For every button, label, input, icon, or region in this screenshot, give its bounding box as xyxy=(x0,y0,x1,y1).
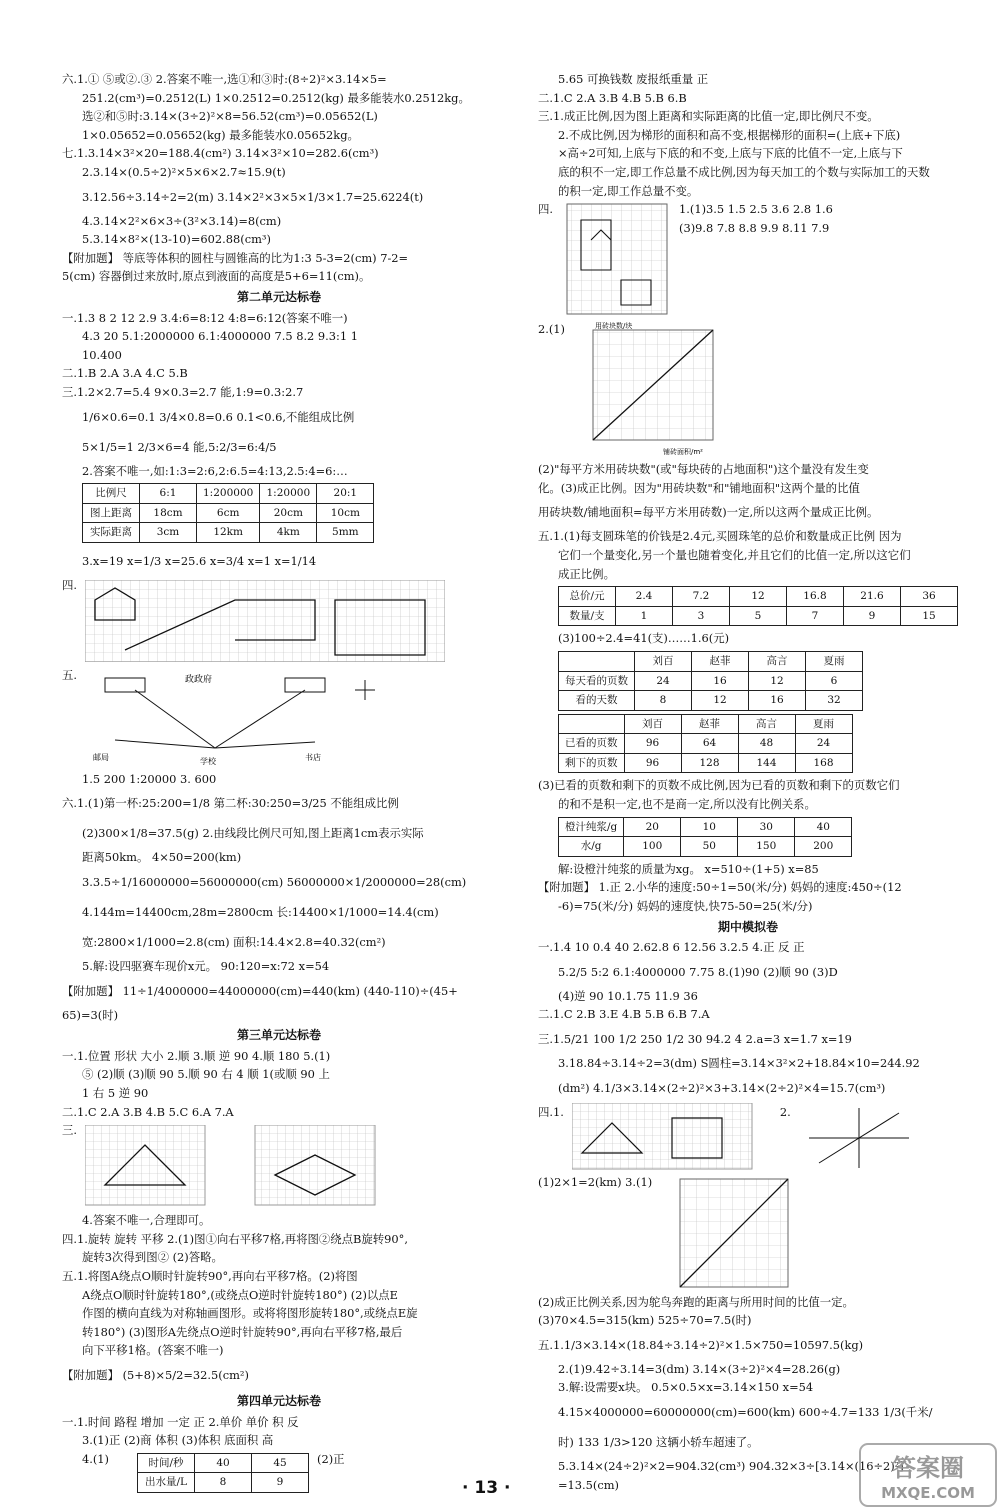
answer-line: 5.65 可换钱数 废报纸重量 正 xyxy=(558,72,709,86)
answer-line: 三.1.2×2.7=5.4 9×0.3=2.7 能,1:9=0.3:2.7 xyxy=(62,384,304,399)
table-cell: 12 xyxy=(749,671,806,691)
table-cell: 36 xyxy=(901,587,958,607)
table-cell: 4km xyxy=(260,523,317,543)
answer-line: ×高÷2可知,上底与下底的和不变,上底与下底的比值不一定,上底与下 xyxy=(558,146,903,161)
line-graph xyxy=(573,320,723,460)
table-cell: 6cm xyxy=(197,503,260,523)
answer-line: 向下平移1格。(答案不唯一) xyxy=(82,1343,224,1358)
answer-line: 3.3.5÷1/16000000=56000000(cm) 56000000×1/2000000=28(cm) xyxy=(82,875,467,890)
answer-line: -6)=75(米/分) 妈妈的速度快,快75-50=25(米/分) xyxy=(558,899,813,914)
answer-line: 1 右 5 逆 90 xyxy=(82,1086,149,1101)
table-cell: 64 xyxy=(681,734,738,754)
table-cell: 1:200000 xyxy=(197,484,260,504)
table-cell: 10 xyxy=(681,817,738,837)
answer-line: (2)300×1/8=37.5(g) 2.由线段比例尺可知,图上距离1cm表示实际 xyxy=(82,826,424,841)
answer-line: 3.18.84÷3.14÷2=3(dm) S圆柱=3.14×3²×2+18.84×10=244.92 xyxy=(558,1056,920,1070)
map-label: 政政府 xyxy=(185,674,213,685)
table-cell: 水/g xyxy=(559,837,624,857)
table-cell: 8 xyxy=(195,1473,252,1493)
watermark-text: 答案圈 xyxy=(892,1454,964,1482)
answer-line: 用砖块数/铺地面积=每平方米用砖数)一定,所以这两个量成正比例。 xyxy=(538,505,879,520)
table-cell: 96 xyxy=(624,734,681,754)
figure-row xyxy=(538,1103,958,1173)
answer-line: 3.x=19 x=1/3 x=25.6 x=3/4 x=1 x=1/14 xyxy=(82,553,317,568)
table-cell: 看的天数 xyxy=(559,691,635,711)
answer-line: (3)70×4.5=315(km) 525÷70=7.5(时) xyxy=(538,1313,752,1328)
answer-line: (dm²) 4.1/3×3.14×(2÷2)²×3+3.14×(2÷2)²×4=15.7(cm³) xyxy=(558,1080,886,1095)
table-cell: 剩下的页数 xyxy=(559,753,625,773)
answer-line: 4.3 20 5.1:2000000 6.1:4000000 7.5 8.2 9.3:1 1 xyxy=(82,329,358,344)
answer-line: 底的积不一定,即工作总量不成比例,因为每天加工的个数与实际加工的天数 xyxy=(558,164,930,179)
answer-line: 二.1.C 2.A 3.B 4.B 5.C 6.A 7.A xyxy=(62,1104,234,1119)
answer-line: 5(cm) 容器倒过来放时,原点到液面的高度是5+6=11(cm)。 xyxy=(62,269,371,284)
table-cell: 16 xyxy=(749,691,806,711)
answer-line: 旋转3次得到图② (2)答略。 xyxy=(82,1250,223,1265)
answer-line: 1.(1)3.5 1.5 2.5 3.6 2.8 1.6 xyxy=(679,202,833,217)
table-cell: 刘百 xyxy=(624,714,681,734)
table-cell: 24 xyxy=(795,734,852,754)
table-cell: 96 xyxy=(624,753,681,773)
answer-line: =13.5(cm) xyxy=(558,1477,619,1492)
table-cell: 6 xyxy=(806,671,863,691)
table-cell: 32 xyxy=(806,691,863,711)
answer-line: 三.1.5/21 100 1/2 250 1/2 30 94.2 4 2.a=3 x=1.7 x=19 xyxy=(538,1032,852,1046)
answer-line: 七.1.3.14×3²×20=188.4(cm²) 3.14×3²×10=282.6(cm³) xyxy=(62,146,379,161)
answer-line: 四.1.旋转 旋转 平移 2.(1)图①向右平移7格,再将图②绕点B旋转90°, xyxy=(62,1231,408,1246)
answer-line: 它们一个量变化,另一个量也随着变化,并且它们的比值一定,所以这它们 xyxy=(558,547,911,562)
table-cell: 1:20000 xyxy=(260,484,317,504)
answer-line: (1)2×1=2(km) 3.(1) xyxy=(538,1174,653,1189)
figure-row xyxy=(62,1121,496,1211)
figure-row xyxy=(538,320,958,460)
answer-line: 2.3.14×(0.5÷2)²×5×6×2.7≈15.9(t) xyxy=(82,164,286,179)
table-cell: 128 xyxy=(681,753,738,773)
table-cell: 24 xyxy=(635,671,692,691)
table-cell: 20:1 xyxy=(317,484,374,504)
answer-line: 1/6×0.6=0.1 3/4×0.8=0.6 0.1<0.6,不能组成比例 xyxy=(82,409,355,424)
answer-line: 2.答案不唯一,如:1:3=2:6,2:6.5=4:13,2.5:4=6:… xyxy=(82,463,348,478)
section-title: 第二单元达标卷 xyxy=(236,289,321,304)
table-cell: 2.4 xyxy=(616,587,673,607)
price-table xyxy=(558,586,958,626)
answer-line: 3.12.56÷3.14÷2=2(m) 3.14×2²×3×5×1/3×1.7=25.6224(t) xyxy=(82,189,424,204)
table-cell: 总价/元 xyxy=(559,587,616,607)
answer-line: 【附加题】 1.正 2.小华的速度:50÷1=50(米/分) 妈妈的速度:450÷(12 xyxy=(538,880,902,895)
table-cell: 夏雨 xyxy=(795,714,852,734)
reading-table xyxy=(558,651,863,711)
section-title: 第四单元达标卷 xyxy=(236,1393,321,1408)
graph-xlabel: 铺砖面积/m² xyxy=(663,448,703,457)
table-cell: 12km xyxy=(197,523,260,543)
table-cell: 出水量/L xyxy=(138,1473,195,1493)
left-column xyxy=(62,70,496,1496)
answer-line: 1.5 200 1:20000 3. 600 xyxy=(82,771,217,786)
answer-line: 一.1.3 8 2 12 2.9 3.4:6=8:12 4:8=6:12(答案不唯一) xyxy=(62,310,348,325)
section-title: 第三单元达标卷 xyxy=(236,1028,321,1043)
answer-line: 四. xyxy=(62,577,78,592)
answer-line: 2.(1)9.42÷3.14=3(dm) 3.14×(3÷2)²×4=28.26(g) xyxy=(558,1361,841,1376)
table-cell: 30 xyxy=(738,817,795,837)
table-cell: 时间/秒 xyxy=(138,1453,195,1473)
table-cell: 48 xyxy=(738,734,795,754)
answer-line: 2. xyxy=(779,1104,791,1119)
answer-line: 5.解:设四驱赛车现价x元。 90:120=x:72 x=54 xyxy=(82,959,330,974)
table-cell: 50 xyxy=(681,837,738,857)
section-title: 期中模拟卷 xyxy=(717,919,778,934)
table-cell: 18cm xyxy=(140,503,197,523)
answer-line: 解:设橙汁纯浆的质量为xg。 x=510÷(1+5) x=85 xyxy=(558,861,819,876)
answer-line: 4.15×4000000=60000000(cm)=600(km) 600÷4.7=133 1/3(千米/ xyxy=(558,1404,933,1419)
answer-line: 选②和⑤时:3.14×(3÷2)²×8=56.52(cm³)=0.05652(L) xyxy=(82,109,378,124)
page-number: · 13 · xyxy=(462,1478,511,1498)
answer-line: 二.1.C 2.A 3.B 4.B 5.B 6.B xyxy=(538,90,687,105)
figure-row xyxy=(538,200,958,320)
table-cell: 夏雨 xyxy=(806,651,863,671)
answer-line: (2)成正比例关系,因为鸵鸟奔跑的距离与所用时间的比值一定。 xyxy=(538,1294,854,1309)
table-cell: 7 xyxy=(787,606,844,626)
juice-table xyxy=(558,817,852,857)
table-cell: 5 xyxy=(730,606,787,626)
table-cell: 40 xyxy=(795,817,852,837)
coordinate-grid xyxy=(561,200,671,320)
table-cell: 15 xyxy=(901,606,958,626)
answer-line: 【附加题】 11÷1/4000000=44000000(cm)=440(km) (440-110)÷(45+ xyxy=(62,983,458,998)
figure-row xyxy=(62,1450,496,1496)
table-cell: 1 xyxy=(616,606,673,626)
table-cell: 10cm xyxy=(317,503,374,523)
table-cell: 图上距离 xyxy=(83,503,140,523)
answer-line: 化。(3)成正比例。因为"用砖块数"和"铺地面积"这两个量的比值 xyxy=(538,480,860,495)
answer-line: 4.(1) xyxy=(82,1451,110,1466)
map-label: 书店 xyxy=(305,752,322,762)
table-cell: 200 xyxy=(795,837,852,857)
table-cell: 每天看的页数 xyxy=(559,671,635,691)
answer-line: 2.不成比例,因为梯形的面积和高不变,根据梯形的面积=(上底+下底) xyxy=(558,127,901,142)
answer-line: 时) 133 1/3>120 这辆小轿车超速了。 xyxy=(558,1434,759,1449)
answer-line: (2)正 xyxy=(317,1451,345,1466)
table-cell: 16 xyxy=(692,671,749,691)
flow-table xyxy=(137,1453,309,1493)
answer-line: (3)100÷2.4=41(支)……1.6(元) xyxy=(558,631,730,646)
table-cell xyxy=(559,714,625,734)
table-cell: 赵菲 xyxy=(692,651,749,671)
watermark-url: MXQE.COM xyxy=(881,1484,975,1502)
line-graph xyxy=(660,1173,800,1293)
answer-line: 成正比例。 xyxy=(558,566,615,581)
answer-line: 4.答案不唯一,合理即可。 xyxy=(82,1213,211,1228)
answer-line: 二.1.C 2.B 3.E 4.B 5.B 6.B 7.A xyxy=(538,1007,710,1022)
answer-line: ⑤ (2)顺 (3)顺 90 5.顺 90 右 4 顺 1(或顺 90 上 xyxy=(82,1067,330,1082)
figure-row xyxy=(62,576,496,666)
table-cell: 100 xyxy=(624,837,681,857)
answer-line: 二.1.B 2.A 3.A 4.C 5.B xyxy=(62,366,188,381)
answer-line: 的积一定,即工作总量不变。 xyxy=(558,183,699,198)
answer-line: 一.1.4 10 0.4 40 2.62.8 6 12.56 3.2.5 4.正 反 正 xyxy=(538,940,805,955)
answer-line: 六.1.(1)第一杯:25:200=1/8 第二杯:30:250=3/25 不能组成比例 xyxy=(62,796,399,811)
answer-line: 五.1.(1)每支圆珠笔的价钱是2.4元,买圆珠笔的总价和数量成正比例 因为 xyxy=(538,529,902,544)
table-cell: 数量/支 xyxy=(559,606,616,626)
answer-line: 【附加题】 (5+8)×5/2=32.5(cm²) xyxy=(62,1367,249,1382)
table-cell: 高言 xyxy=(738,714,795,734)
table-cell: 3 xyxy=(673,606,730,626)
answer-line: 1×0.05652=0.05652(kg) 最多能装水0.05652kg。 xyxy=(82,127,359,142)
answer-line: 宽:2800×1/1000=2.8(cm) 面积:14.4×2.8=40.32(cm²) xyxy=(82,935,386,950)
answer-line: 一.1.时间 路程 增加 一定 正 2.单价 单价 积 反 xyxy=(62,1414,299,1429)
answer-line: 5.2/5 5:2 6.1:4000000 7.75 8.(1)90 (2)顺 90 (3)D xyxy=(558,964,838,979)
table-cell: 12 xyxy=(692,691,749,711)
map-label: 邮局 xyxy=(93,752,110,762)
answer-line: 5.3.14×(24÷2)²×2=904.32(cm³) 904.32×3÷[3.14×(16÷2)²] xyxy=(558,1458,904,1473)
answer-line: 3.解:设需要x块。 0.5×0.5×x=3.14×150 x=54 xyxy=(558,1380,814,1395)
table-cell: 3cm xyxy=(140,523,197,543)
answer-line: 六.1.① ⑤或②.③ 2.答案不唯一,选①和③时:(8÷2)²×3.14×5= xyxy=(62,72,387,86)
table-cell: 16.8 xyxy=(787,587,844,607)
answer-line: 三.1.成正比例,因为图上距离和实际距离的比值一定,即比例尺不变。 xyxy=(538,109,879,124)
table-cell: 20 xyxy=(624,817,681,837)
answer-line: 4.3.14×2²×6×3÷(3²×3.14)=8(cm) xyxy=(82,213,282,228)
table-cell: 150 xyxy=(738,837,795,857)
table-cell: 21.6 xyxy=(844,587,901,607)
table-cell: 45 xyxy=(252,1453,309,1473)
table-cell: 已看的页数 xyxy=(559,734,625,754)
answer-line: 5×1/5=1 2/3×6=4 能,5:2/3=6:4/5 xyxy=(82,439,277,454)
answer-line: A绕点O顺时针旋转180°,(或绕点O逆时针旋转180°) (2)以点E xyxy=(82,1287,398,1302)
answer-line: (3)已看的页数和剩下的页数不成比例,因为已看的页数和剩下的页数它们 xyxy=(538,778,900,793)
table-cell: 9 xyxy=(844,606,901,626)
table-cell: 168 xyxy=(795,753,852,773)
right-column xyxy=(538,70,958,1494)
answer-line: 一.1.位置 形状 大小 2.顺 3.顺 逆 90 4.顺 180 5.(1) xyxy=(62,1048,331,1063)
answer-line: 65)=3(时) xyxy=(62,1007,119,1022)
table-cell: 12 xyxy=(730,587,787,607)
scale-table xyxy=(82,483,374,543)
table-cell: 8 xyxy=(635,691,692,711)
reading-table xyxy=(558,714,853,774)
table-cell: 20cm xyxy=(260,503,317,523)
answer-line: 五.1.将图A绕点O顺时针旋转90°,再向右平移7格。(2)将图 xyxy=(62,1269,358,1283)
answer-line: 5.3.14×8²×(13-10)=602.88(cm³) xyxy=(82,232,271,247)
figure-row xyxy=(62,666,496,770)
answer-line: 五.1.1/3×3.14×(18.84÷3.14÷2)²×1.5×750=10597.5(kg) xyxy=(538,1337,864,1352)
map-figure xyxy=(85,670,385,766)
table-cell: 5mm xyxy=(317,523,374,543)
grid-figure xyxy=(85,580,445,662)
answer-line: 4.144m=14400cm,28m=2800cm 长:14400×1/1000=14.4(cm) xyxy=(82,905,439,920)
answer-line: (4)逆 90 10.1.75 11.9 36 xyxy=(558,988,698,1003)
answer-line: 作图的横向直线为对称轴画图形。或将将图形旋转180°,或绕点E旋 xyxy=(82,1306,418,1321)
table-cell: 6:1 xyxy=(140,484,197,504)
table-cell xyxy=(559,651,635,671)
table-cell: 比例尺 xyxy=(83,484,140,504)
table-cell: 144 xyxy=(738,753,795,773)
answer-block xyxy=(679,200,833,237)
figure-row xyxy=(538,1173,958,1293)
table-cell: 刘百 xyxy=(635,651,692,671)
answer-line: 三. xyxy=(62,1123,78,1138)
answer-line: 转180°) (3)图形A先绕点O逆时针旋转90°,再向右平移7格,最后 xyxy=(82,1324,403,1339)
answer-line: 的和不是积一定,也不是商一定,所以没有比例关系。 xyxy=(558,797,816,812)
answer-line: 3.(1)正 (2)商 体积 (3)体积 底面积 高 xyxy=(82,1433,274,1448)
grid-figure xyxy=(85,1125,425,1207)
map-label: 学校 xyxy=(200,756,217,766)
answer-line: 2.(1) xyxy=(538,322,566,337)
table-cell: 40 xyxy=(195,1453,252,1473)
table-cell: 9 xyxy=(252,1473,309,1493)
answer-line: 【附加题】 等底等体积的圆柱与圆锥高的比为1:3 5-3=2(cm) 7-2= xyxy=(62,250,409,265)
table-cell: 橙汁纯浆/g xyxy=(559,817,624,837)
watermark-logo xyxy=(858,1440,998,1510)
answer-line: 10.400 xyxy=(82,347,122,362)
graph-ylabel: 用砖块数/块 xyxy=(595,322,633,331)
answer-line: 四. xyxy=(538,202,554,217)
answer-line: 251.2(cm³)=0.2512(L) 1×0.2512=0.2512(kg) 最多能装水0.2512kg。 xyxy=(82,90,470,105)
answer-line: (2)"每平方米用砖块数"(或"每块砖的占地面积")这个量没有发生变 xyxy=(538,462,869,477)
table-cell: 7.2 xyxy=(673,587,730,607)
table-cell: 实际距离 xyxy=(83,523,140,543)
answer-line: 距离50km。 4×50=200(km) xyxy=(82,850,242,865)
answer-line: 四.1. xyxy=(538,1104,564,1119)
grid-figure xyxy=(572,1103,772,1173)
answer-line: (3)9.8 7.8 8.8 9.9 8.11 7.9 xyxy=(679,220,830,235)
direction-figure xyxy=(799,1103,919,1173)
answer-line: 五. xyxy=(62,667,78,682)
table-cell: 高言 xyxy=(749,651,806,671)
table-cell: 赵菲 xyxy=(681,714,738,734)
